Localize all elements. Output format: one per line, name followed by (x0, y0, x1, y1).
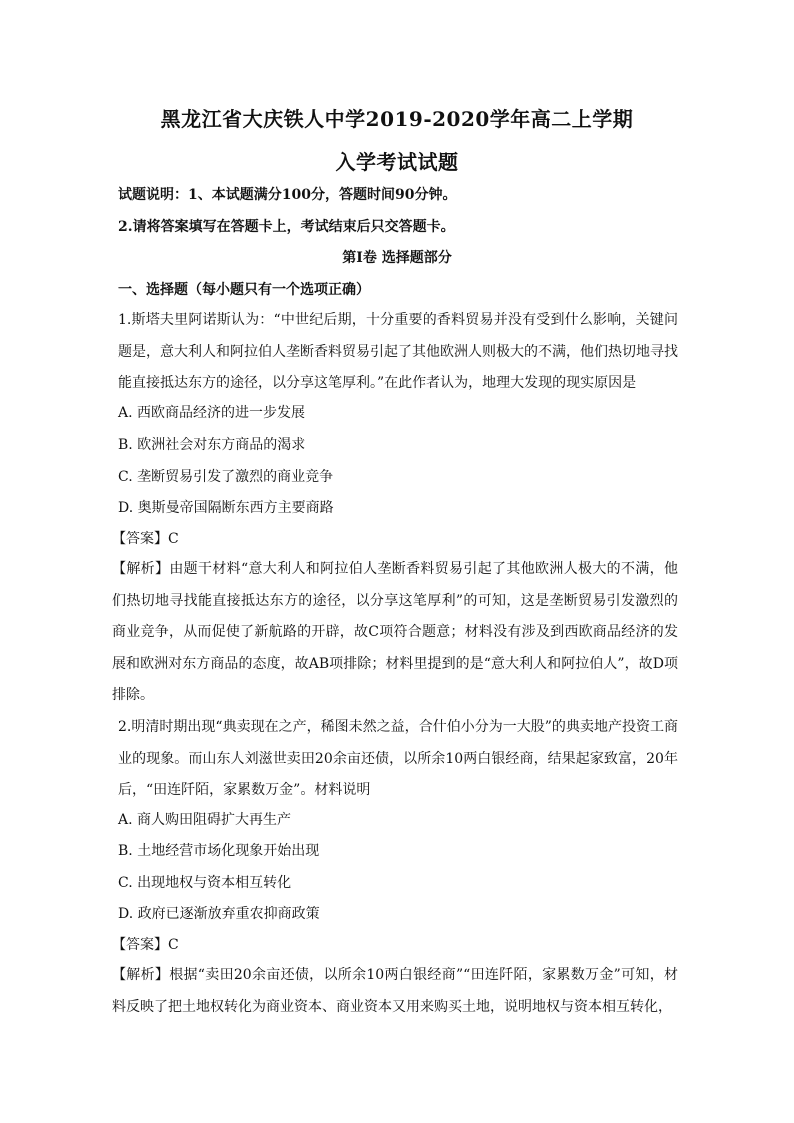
question-2-option-b: B. 土地经营市场化现象开始出现 (118, 843, 320, 859)
question-2-stem: 2.明清时期出现“典卖现在之产，稀图未然之益，合什伯小分为一大股”的典卖地产投资工商业的现象。而山东人刘滋世卖田20余亩还债，以所余10两白银经商，结果起家致富，20年后，“田连阡陌，家累数万金”。材料说明 (118, 719, 678, 798)
question-1-analysis: 【解析】由题干材料“意大利人和阿拉伯人垄断香料贸易引起了其他欧洲人极大的不满，他们热切地寻找能直接抵达东方的途径，以分享这笔厚利”的可知，这是垄断贸易引发激烈的商业竞争，从而促使了新航路的开辟，故C项符合题意；材料没有涉及到西欧商品经济的发展和欧洲对东方商品的态度，故AB项排除；材料里提到的是“意大利人和阿拉伯人”，故D项排除。 (112, 561, 678, 703)
exam-title-line2: 入学考试试题 (335, 150, 459, 174)
question-1-stem: 1.斯塔夫里阿诺斯认为：“中世纪后期，十分重要的香料贸易并没有受到什么影响，关键问题是，意大利人和阿拉伯人垄断香料贸易引起了其他欧洲人则极大的不满，他们热切地寻找能直接抵达东方的途径，以分享这笔厚利。”在此作者认为，地理大发现的现实原因是 (118, 312, 678, 391)
question-2-option-d: D. 政府已逐渐放弃重农抑商政策 (118, 906, 320, 922)
question-2-analysis: 【解析】根据“卖田20余亩还债，以所余10两白银经商”“田连阡陌，家累数万金”可知，材料反映了把土地权转化为商业资本、商业资本又用来购买土地，说明地权与资本相互转化， (112, 967, 678, 1015)
instructions-line2: 2.请将答案填写在答题卡上，考试结束后只交答题卡。 (118, 219, 455, 235)
exam-title-line1: 黑龙江省大庆铁人中学2019-2020学年高二上学期 (160, 107, 634, 131)
question-1-option-b: B. 欧洲社会对东方商品的渴求 (118, 437, 306, 453)
section-title: 第Ⅰ卷 选择题部分 (342, 250, 452, 266)
part-title: 一、选择题（每小题只有一个选项正确） (118, 282, 370, 298)
question-1-option-d: D. 奥斯曼帝国隔断东西方主要商路 (118, 500, 334, 516)
question-1-answer: 【答案】C (112, 531, 179, 547)
question-2-option-c: C. 出现地权与资本相互转化 (118, 875, 292, 891)
question-1-option-c: C. 垄断贸易引发了激烈的商业竞争 (118, 469, 334, 485)
instructions-line1: 试题说明：1、本试题满分100分，答题时间90分钟。 (118, 187, 457, 203)
question-2-option-a: A. 商人购田阻碍扩大再生产 (118, 812, 292, 828)
question-2-answer: 【答案】C (112, 937, 179, 953)
question-1-option-a: A. 西欧商品经济的进一步发展 (118, 405, 306, 421)
